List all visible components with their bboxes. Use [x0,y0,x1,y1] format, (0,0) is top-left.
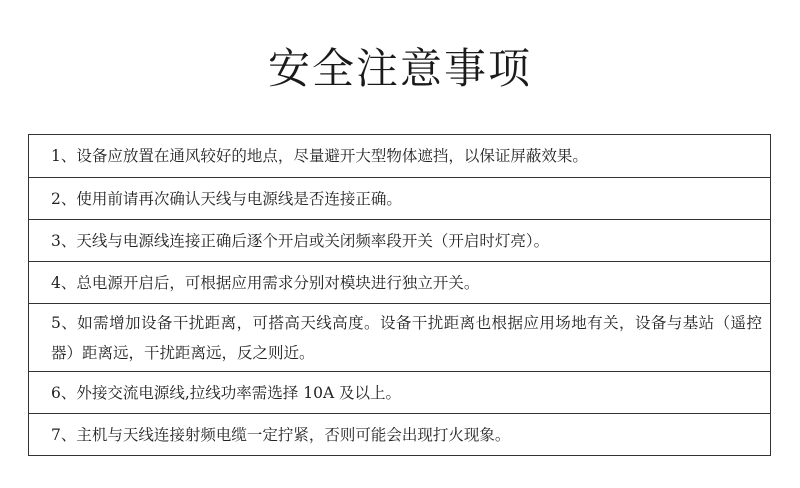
notice-row-6 [29,371,770,413]
notice-text-3: 3、天线与电源线连接正确后逐个开启或关闭频率段开关（开启时灯亮）。 [51,231,550,250]
notice-text-6: 6、外接交流电源线,拉线功率需选择 10A 及以上。 [51,383,402,402]
notice-text-4: 4、总电源开启后，可根据应用需求分别对模块进行独立开关。 [51,273,480,292]
notice-text-5: 5、如需增加设备干扰距离，可搭高天线高度。设备干扰距离也根据应用场地有关，设备与基站（遥控器）距离远，干扰距离远，反之则近。 [51,313,762,362]
notice-row-1 [29,135,770,177]
notice-row-3 [29,219,770,261]
notice-row-4 [29,261,770,303]
notice-row-5 [29,303,770,371]
notice-text-7: 7、主机与天线连接射频电缆一定拧紧，否则可能会出现打火现象。 [51,425,511,444]
notice-row-7 [29,413,770,455]
safety-notice-table [28,134,771,456]
page-title: 安全注意事项 [267,44,532,93]
notice-row-2 [29,177,770,219]
notice-text-2: 2、使用前请再次确认天线与电源线是否连接正确。 [51,189,402,208]
notice-text-1: 1、设备应放置在通风较好的地点，尽量避开大型物体遮挡，以保证屏蔽效果。 [51,147,588,165]
